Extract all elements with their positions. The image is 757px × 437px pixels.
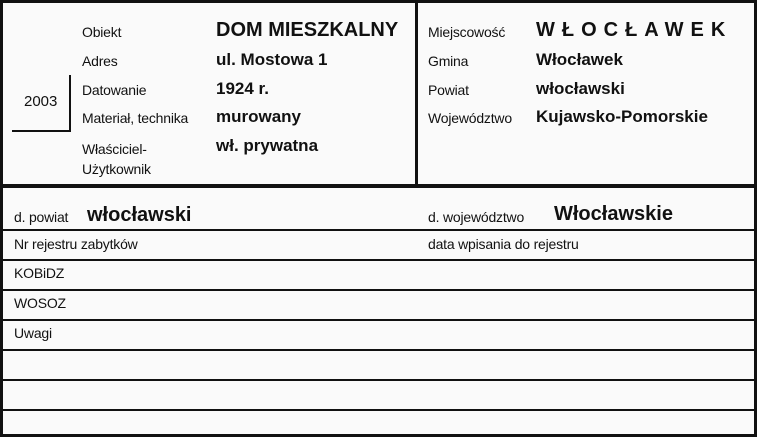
adres-label: Adres — [82, 53, 118, 69]
datowanie-value: 1924 r. — [216, 79, 269, 98]
wlasciciel-value: wł. prywatna — [216, 136, 319, 155]
uwagi-label: Uwagi — [14, 325, 52, 341]
row-line-7 — [3, 409, 754, 411]
row-line-5 — [3, 349, 754, 351]
d-powiat-label: d. powiat — [14, 209, 69, 225]
wojewodztwo-value: Kujawsko-Pomorskie — [536, 107, 708, 126]
datowanie-label: Datowanie — [82, 82, 147, 98]
gmina-label: Gmina — [428, 53, 469, 69]
powiat-label: Powiat — [428, 82, 469, 98]
adres-value: ul. Mostowa 1 — [216, 50, 328, 69]
top-divider-vertical — [415, 3, 418, 186]
obiekt-label: Obiekt — [82, 24, 122, 40]
obiekt-value: DOM MIESZKALNY — [216, 19, 399, 41]
row-line-2 — [3, 259, 754, 261]
wojewodztwo-label: Województwo — [428, 110, 512, 126]
nr-rejestru-label: Nr rejestru zabytków — [14, 236, 138, 252]
card-number: 2003 — [24, 93, 58, 110]
d-wojewodztwo-label: d. województwo — [428, 209, 525, 225]
row-line-4 — [3, 319, 754, 321]
d-wojewodztwo-value: Włocławskie — [554, 203, 673, 225]
gmina-value: Włocławek — [536, 50, 623, 69]
wlasciciel-label-line1: Właściciel- — [82, 141, 147, 157]
miejscowosc-value: WŁOCŁAWEK — [536, 19, 733, 41]
d-powiat-value: włocławski — [87, 204, 192, 226]
number-bracket-horizontal — [12, 130, 71, 132]
row-line-1 — [3, 229, 754, 231]
material-label: Materiał, technika — [82, 110, 189, 126]
data-wpisania-label: data wpisania do rejestru — [428, 236, 579, 252]
row-line-3 — [3, 289, 754, 291]
row-line-6 — [3, 379, 754, 381]
wlasciciel-label-line2: Użytkownik — [82, 161, 151, 177]
wosoz-label: WOSOZ — [14, 295, 66, 311]
material-value: murowany — [216, 107, 302, 126]
kobidz-label: KOBiDZ — [14, 265, 65, 281]
top-section-separator — [3, 184, 754, 188]
number-bracket-vertical — [69, 75, 71, 131]
miejscowosc-label: Miejscowość — [428, 24, 506, 40]
powiat-value: włocławski — [536, 79, 625, 98]
